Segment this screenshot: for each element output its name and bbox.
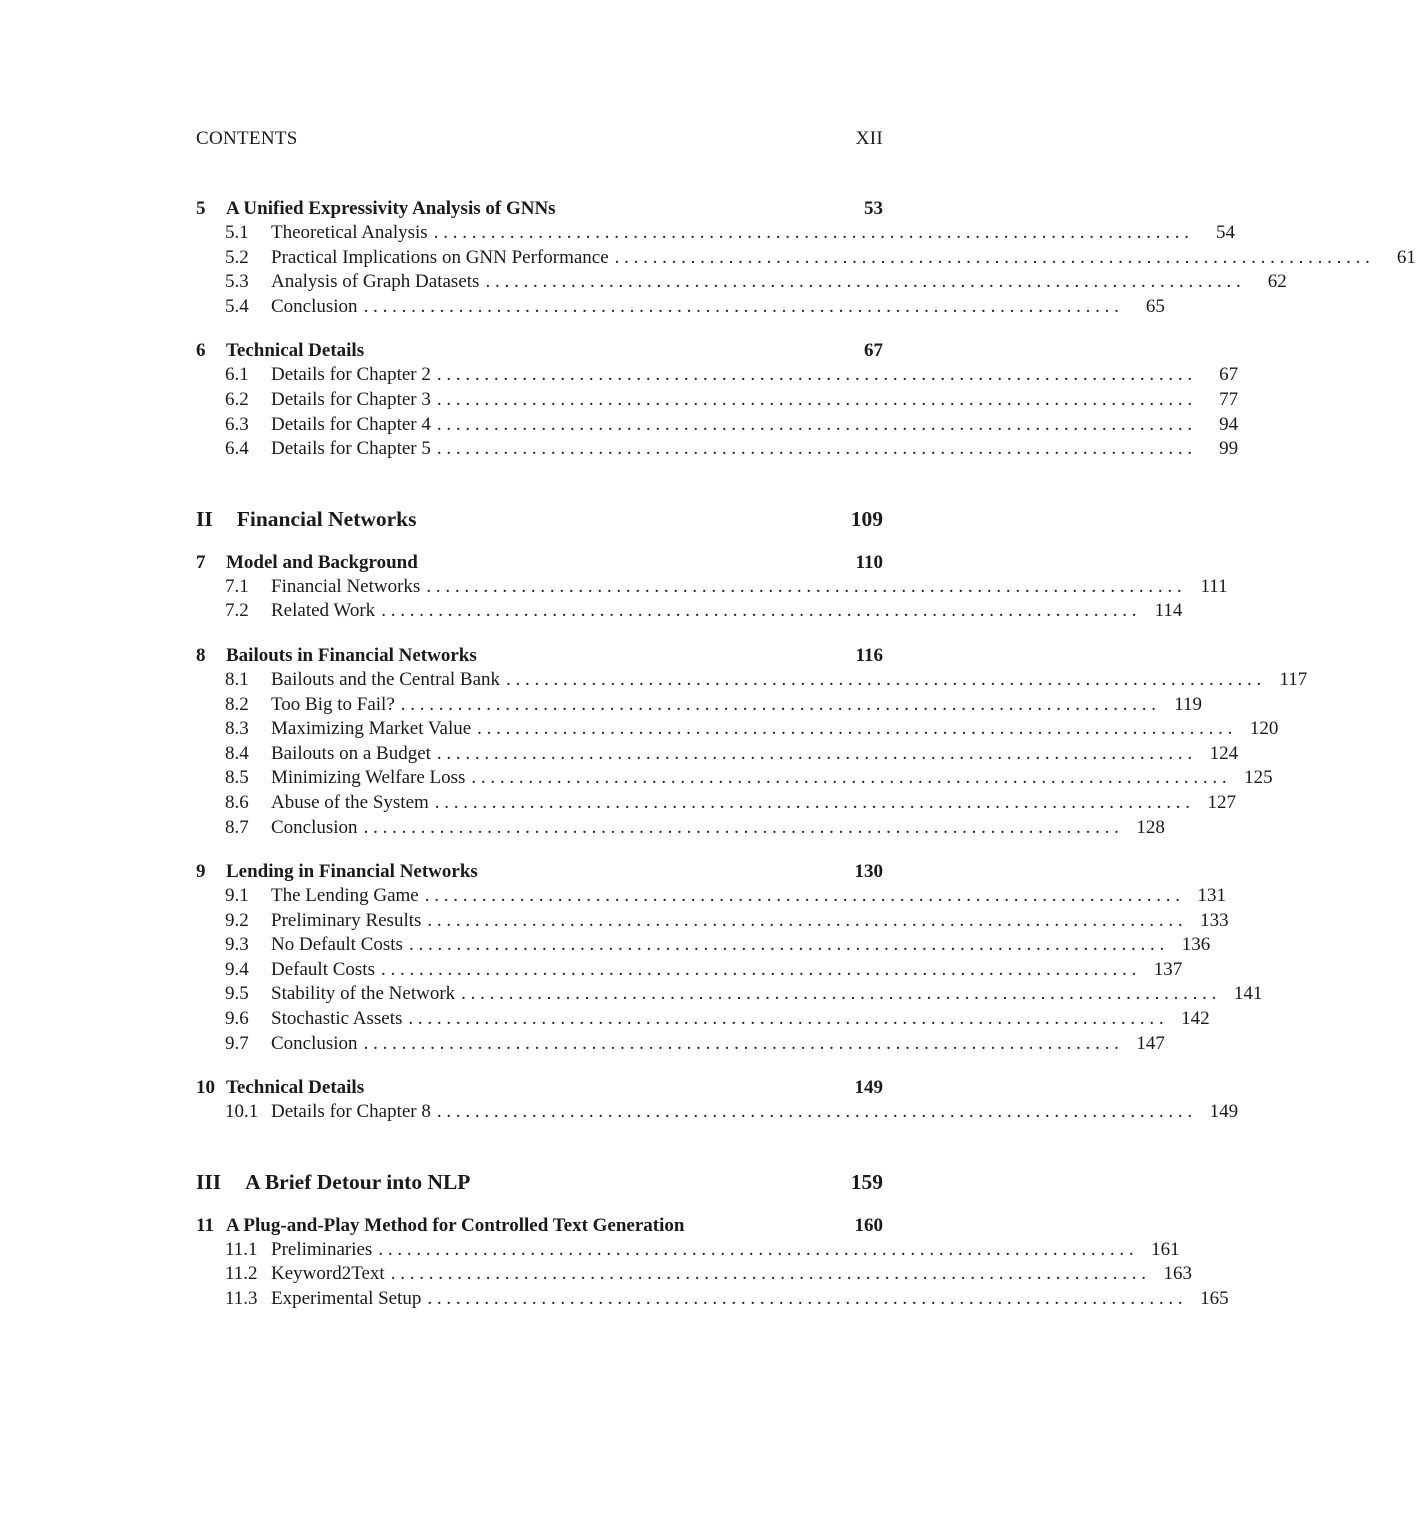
section-page-number: 120 bbox=[1249, 718, 1279, 740]
section-number: 8.4 bbox=[225, 742, 249, 764]
chapter-title: Lending in Financial Networks bbox=[226, 861, 478, 883]
dot-leader: . . . . . . . . . . . . . . . . . . . . . . . . . . . . . . . . . . . . . . . . . . . . . . . . . . . . . . . . . . . . . . . . . . . . . . . . . . . . . . . . bbox=[363, 1032, 1119, 1054]
section-number: 9.1 bbox=[225, 885, 249, 907]
section-title: The Lending Game bbox=[271, 885, 419, 907]
chapter-spacer bbox=[196, 319, 883, 338]
chapter-page-number: 67 bbox=[864, 340, 883, 362]
section-entry[interactable] bbox=[196, 1032, 1165, 1057]
section-entry[interactable] bbox=[196, 693, 1203, 718]
section-title: Details for Chapter 2 bbox=[271, 364, 431, 386]
dot-leader: . . . . . . . . . . . . . . . . . . . . . . . . . . . . . . . . . . . . . . . . . . . . . . . . . . . . . . . . . . . . . . . . . . . . . . . . . . . . . . . . bbox=[426, 575, 1182, 597]
section-page-number: 119 bbox=[1174, 693, 1203, 715]
chapter-number: 9 bbox=[196, 861, 206, 883]
section-entry[interactable] bbox=[196, 1007, 1210, 1032]
section-title: Conclusion bbox=[271, 1032, 358, 1054]
section-number: 6.1 bbox=[225, 364, 249, 386]
section-number: 10.1 bbox=[225, 1101, 259, 1123]
section-number: 11.3 bbox=[225, 1288, 258, 1310]
dot-leader: . . . . . . . . . . . . . . . . . . . . . . . . . . . . . . . . . . . . . . . . . . . . . . . . . . . . . . . . . . . . . . . . . . . . . . . . . . . . . . . . bbox=[390, 1263, 1146, 1285]
section-number: 6.2 bbox=[225, 388, 249, 410]
dot-leader: . . . . . . . . . . . . . . . . . . . . . . . . . . . . . . . . . . . . . . . . . . . . . . . . . . . . . . . . . . . . . . . . . . . . . . . . . . . . . . . . bbox=[477, 718, 1233, 740]
section-page-number: 137 bbox=[1153, 958, 1183, 980]
section-number: 9.7 bbox=[225, 1032, 249, 1054]
section-entry[interactable] bbox=[196, 1100, 1239, 1125]
section-page-number: 142 bbox=[1181, 1008, 1210, 1030]
section-number: 9.2 bbox=[225, 909, 249, 931]
chapter-heading[interactable] bbox=[196, 643, 883, 668]
section-page-number: 128 bbox=[1136, 816, 1165, 838]
section-entry[interactable] bbox=[196, 791, 1237, 816]
section-page-number: 147 bbox=[1136, 1032, 1165, 1054]
chapter-page-number: 110 bbox=[855, 551, 883, 573]
running-head-page-number: XII bbox=[855, 128, 883, 149]
dot-leader: . . . . . . . . . . . . . . . . . . . . . . . . . . . . . . . . . . . . . . . . . . . . . . . . . . . . . . . . . . . . . . . . . . . . . . . . . . . . . . . . bbox=[436, 413, 1193, 435]
chapter-heading[interactable] bbox=[196, 1075, 883, 1100]
section-page-number: 141 bbox=[1233, 983, 1263, 1005]
section-number: 8.2 bbox=[225, 693, 249, 715]
section-page-number: 125 bbox=[1244, 767, 1273, 789]
part-heading[interactable] bbox=[196, 1168, 883, 1196]
section-number: 8.1 bbox=[225, 668, 249, 690]
dot-leader: . . . . . . . . . . . . . . . . . . . . . . . . . . . . . . . . . . . . . . . . . . . . . . . . . . . . . . . . . . . . . . . . . . . . . . . . . . . . . . . . bbox=[436, 388, 1193, 410]
section-title: No Default Costs bbox=[271, 934, 403, 956]
section-title: Details for Chapter 5 bbox=[271, 438, 431, 460]
chapter-title: A Plug-and-Play Method for Controlled Text Generation bbox=[226, 1214, 685, 1236]
dot-leader: . . . . . . . . . . . . . . . . . . . . . . . . . . . . . . . . . . . . . . . . . . . . . . . . . . . . . . . . . . . . . . . . . . . . . . . . . . . . . . . . bbox=[424, 885, 1180, 907]
chapter-page-number: 149 bbox=[854, 1077, 883, 1099]
section-page-number: 127 bbox=[1207, 791, 1237, 813]
dot-leader: . . . . . . . . . . . . . . . . . . . . . . . . . . . . . . . . . . . . . . . . . . . . . . . . . . . . . . . . . . . . . . . . . . . . . . . . . . . . . . . . bbox=[614, 246, 1370, 268]
section-entry[interactable] bbox=[196, 668, 1308, 693]
chapter-page-number: 130 bbox=[854, 861, 883, 883]
part-page-number: 159 bbox=[850, 1169, 883, 1194]
section-page-number: 77 bbox=[1219, 388, 1239, 410]
part-spacer bbox=[196, 462, 883, 505]
part-number: III bbox=[196, 1169, 222, 1194]
section-page-number: 94 bbox=[1219, 413, 1239, 435]
section-entry[interactable] bbox=[196, 363, 1239, 388]
chapter-number: 11 bbox=[196, 1214, 214, 1236]
chapter-title: Model and Background bbox=[226, 551, 418, 573]
dot-leader: . . . . . . . . . . . . . . . . . . . . . . . . . . . . . . . . . . . . . . . . . . . . . . . . . . . . . . . . . . . . . . . . . . . . . . . . . . . . . . . . bbox=[378, 1238, 1134, 1260]
chapter-number: 5 bbox=[196, 198, 206, 219]
chapter-heading[interactable] bbox=[196, 196, 883, 221]
dot-leader: . . . . . . . . . . . . . . . . . . . . . . . . . . . . . . . . . . . . . . . . . . . . . . . . . . . . . . . . . . . . . . . . . . . . . . . . . . . . . . . . bbox=[436, 364, 1193, 386]
section-number: 8.5 bbox=[225, 767, 249, 789]
section-title: Conclusion bbox=[271, 295, 358, 317]
section-title: Bailouts and the Central Bank bbox=[271, 668, 501, 690]
chapter-title: A Unified Expressivity Analysis of GNNs bbox=[226, 198, 556, 219]
section-page-number: 67 bbox=[1219, 364, 1239, 386]
section-entry[interactable] bbox=[196, 909, 1229, 934]
section-entry[interactable] bbox=[196, 437, 1239, 462]
section-page-number: 114 bbox=[1154, 600, 1183, 622]
section-entry[interactable] bbox=[196, 958, 1183, 983]
dot-leader: . . . . . . . . . . . . . . . . . . . . . . . . . . . . . . . . . . . . . . . . . . . . . . . . . . . . . . . . . . . . . . . . . . . . . . . . . . . . . . . . bbox=[408, 934, 1165, 956]
section-title: Stochastic Assets bbox=[271, 1008, 403, 1030]
dot-leader: . . . . . . . . . . . . . . . . . . . . . . . . . . . . . . . . . . . . . . . . . . . . . . . . . . . . . . . . . . . . . . . . . . . . . . . . . . . . . . . . bbox=[433, 222, 1189, 243]
section-page-number: 136 bbox=[1181, 934, 1211, 956]
running-head-title: CONTENTS bbox=[196, 128, 298, 149]
dot-leader: . . . . . . . . . . . . . . . . . . . . . . . . . . . . . . . . . . . . . . . . . . . . . . . . . . . . . . . . . . . . . . . . . . . . . . . . . . . . . . . . bbox=[408, 1008, 1164, 1030]
section-page-number: 149 bbox=[1209, 1101, 1239, 1123]
section-title: Experimental Setup bbox=[271, 1288, 422, 1310]
dot-leader: . . . . . . . . . . . . . . . . . . . . . . . . . . . . . . . . . . . . . . . . . . . . . . . . . . . . . . . . . . . . . . . . . . . . . . . . . . . . . . . . bbox=[471, 767, 1227, 789]
section-title: Analysis of Graph Datasets bbox=[271, 271, 480, 293]
dot-leader: . . . . . . . . . . . . . . . . . . . . . . . . . . . . . . . . . . . . . . . . . . . . . . . . . . . . . . . . . . . . . . . . . . . . . . . . . . . . . . . . bbox=[436, 438, 1193, 460]
section-number: 6.3 bbox=[225, 413, 249, 435]
section-title: Minimizing Welfare Loss bbox=[271, 767, 466, 789]
section-entry[interactable] bbox=[196, 766, 1273, 791]
dot-leader: . . . . . . . . . . . . . . . . . . . . . . . . . . . . . . . . . . . . . . . . . . . . . . . . . . . . . . . . . . . . . . . . . . . . . . . . . . . . . . . . bbox=[400, 693, 1157, 715]
section-title: Preliminary Results bbox=[271, 909, 422, 931]
chapter-page-number: 53 bbox=[864, 198, 883, 219]
section-number: 11.2 bbox=[225, 1263, 258, 1285]
dot-leader: . . . . . . . . . . . . . . . . . . . . . . . . . . . . . . . . . . . . . . . . . . . . . . . . . . . . . . . . . . . . . . . . . . . . . . . . . . . . . . . . bbox=[363, 295, 1119, 317]
chapter-number: 8 bbox=[196, 644, 206, 666]
section-entry[interactable] bbox=[196, 270, 1287, 295]
dot-leader: . . . . . . . . . . . . . . . . . . . . . . . . . . . . . . . . . . . . . . . . . . . . . . . . . . . . . . . . . . . . . . . . . . . . . . . . . . . . . . . . bbox=[381, 600, 1137, 622]
section-entry[interactable] bbox=[196, 933, 1211, 958]
chapter-heading[interactable] bbox=[196, 550, 883, 575]
section-number: 5.3 bbox=[225, 271, 249, 293]
section-number: 8.7 bbox=[225, 816, 249, 838]
part-page-number: 109 bbox=[850, 506, 883, 531]
section-number: 9.6 bbox=[225, 1008, 249, 1030]
section-number: 9.4 bbox=[225, 958, 249, 980]
section-page-number: 117 bbox=[1279, 668, 1308, 690]
section-entry[interactable] bbox=[196, 221, 1235, 246]
chapter-spacer bbox=[196, 1056, 883, 1075]
table-of-contents bbox=[196, 196, 1416, 1312]
section-title: Too Big to Fail? bbox=[271, 693, 395, 715]
section-entry[interactable] bbox=[196, 413, 1239, 438]
part-spacer bbox=[196, 1196, 883, 1213]
section-number: 5.2 bbox=[225, 246, 249, 268]
section-page-number: 65 bbox=[1145, 295, 1165, 317]
section-page-number: 54 bbox=[1215, 222, 1235, 243]
section-page-number: 161 bbox=[1151, 1238, 1180, 1260]
section-page-number: 133 bbox=[1200, 909, 1229, 931]
dot-leader: . . . . . . . . . . . . . . . . . . . . . . . . . . . . . . . . . . . . . . . . . . . . . . . . . . . . . . . . . . . . . . . . . . . . . . . . . . . . . . . . bbox=[485, 271, 1241, 293]
section-title: Related Work bbox=[271, 600, 376, 622]
section-entry[interactable] bbox=[196, 295, 1165, 320]
section-page-number: 163 bbox=[1163, 1263, 1192, 1285]
section-title: Details for Chapter 4 bbox=[271, 413, 431, 435]
dot-leader: . . . . . . . . . . . . . . . . . . . . . . . . . . . . . . . . . . . . . . . . . . . . . . . . . . . . . . . . . . . . . . . . . . . . . . . . . . . . . . . . bbox=[436, 1101, 1193, 1123]
section-page-number: 124 bbox=[1209, 742, 1239, 764]
section-entry[interactable] bbox=[196, 575, 1228, 600]
section-number: 7.1 bbox=[225, 575, 249, 597]
chapter-title: Technical Details bbox=[226, 1077, 365, 1099]
chapter-title: Technical Details bbox=[226, 340, 365, 362]
section-title: Financial Networks bbox=[271, 575, 421, 597]
chapter-page-number: 116 bbox=[855, 644, 883, 666]
section-title: Maximizing Market Value bbox=[271, 718, 472, 740]
chapter-page-number: 160 bbox=[854, 1214, 883, 1236]
part-number: II bbox=[196, 506, 213, 531]
section-entry[interactable] bbox=[196, 742, 1239, 767]
section-page-number: 99 bbox=[1219, 438, 1239, 460]
chapter-number: 10 bbox=[196, 1077, 215, 1099]
section-number: 8.6 bbox=[225, 791, 249, 813]
section-entry[interactable] bbox=[196, 816, 1165, 841]
dot-leader: . . . . . . . . . . . . . . . . . . . . . . . . . . . . . . . . . . . . . . . . . . . . . . . . . . . . . . . . . . . . . . . . . . . . . . . . . . . . . . . . bbox=[506, 668, 1262, 690]
dot-leader: . . . . . . . . . . . . . . . . . . . . . . . . . . . . . . . . . . . . . . . . . . . . . . . . . . . . . . . . . . . . . . . . . . . . . . . . . . . . . . . . bbox=[427, 909, 1183, 931]
section-number: 11.1 bbox=[225, 1238, 258, 1260]
section-number: 9.5 bbox=[225, 983, 249, 1005]
chapter-title: Bailouts in Financial Networks bbox=[226, 644, 477, 666]
section-entry[interactable] bbox=[196, 246, 1416, 271]
dot-leader: . . . . . . . . . . . . . . . . . . . . . . . . . . . . . . . . . . . . . . . . . . . . . . . . . . . . . . . . . . . . . . . . . . . . . . . . . . . . . . . . bbox=[363, 816, 1119, 838]
dot-leader: . . . . . . . . . . . . . . . . . . . . . . . . . . . . . . . . . . . . . . . . . . . . . . . . . . . . . . . . . . . . . . . . . . . . . . . . . . . . . . . . bbox=[380, 958, 1137, 980]
section-entry[interactable] bbox=[196, 717, 1279, 742]
part-title: Financial Networks bbox=[236, 506, 417, 531]
dot-leader: . . . . . . . . . . . . . . . . . . . . . . . . . . . . . . . . . . . . . . . . . . . . . . . . . . . . . . . . . . . . . . . . . . . . . . . . . . . . . . . . bbox=[436, 742, 1193, 764]
section-title: Default Costs bbox=[271, 958, 375, 980]
section-title: Bailouts on a Budget bbox=[271, 742, 431, 764]
section-entry[interactable] bbox=[196, 599, 1183, 624]
part-spacer bbox=[196, 1125, 883, 1168]
chapter-heading[interactable] bbox=[196, 1213, 883, 1238]
section-number: 5.4 bbox=[225, 295, 249, 317]
section-entry[interactable] bbox=[196, 884, 1226, 909]
section-page-number: 131 bbox=[1197, 885, 1226, 907]
section-title: Details for Chapter 3 bbox=[271, 388, 431, 410]
section-title: Conclusion bbox=[271, 816, 358, 838]
section-title: Stability of the Network bbox=[271, 983, 456, 1005]
section-entry[interactable] bbox=[196, 1287, 1229, 1312]
dot-leader: . . . . . . . . . . . . . . . . . . . . . . . . . . . . . . . . . . . . . . . . . . . . . . . . . . . . . . . . . . . . . . . . . . . . . . . . . . . . . . . . bbox=[427, 1288, 1183, 1310]
part-title: A Brief Detour into NLP bbox=[245, 1169, 471, 1194]
chapter-spacer bbox=[196, 624, 883, 643]
dot-leader: . . . . . . . . . . . . . . . . . . . . . . . . . . . . . . . . . . . . . . . . . . . . . . . . . . . . . . . . . . . . . . . . . . . . . . . . . . . . . . . . bbox=[434, 791, 1191, 813]
section-page-number: 62 bbox=[1267, 271, 1287, 293]
chapter-heading[interactable] bbox=[196, 338, 883, 363]
dot-leader: . . . . . . . . . . . . . . . . . . . . . . . . . . . . . . . . . . . . . . . . . . . . . . . . . . . . . . . . . . . . . . . . . . . . . . . . . . . . . . . . bbox=[461, 983, 1217, 1005]
chapter-heading[interactable] bbox=[196, 859, 883, 884]
section-title: Abuse of the System bbox=[271, 791, 429, 813]
running-head bbox=[196, 128, 883, 150]
section-page-number: 111 bbox=[1200, 575, 1228, 597]
section-title: Practical Implications on GNN Performance bbox=[271, 246, 609, 268]
chapter-number: 6 bbox=[196, 340, 206, 362]
section-entry[interactable] bbox=[196, 1262, 1192, 1287]
section-number: 6.4 bbox=[225, 438, 249, 460]
section-entry[interactable] bbox=[196, 388, 1239, 413]
section-title: Keyword2Text bbox=[271, 1263, 385, 1285]
section-page-number: 165 bbox=[1200, 1288, 1229, 1310]
section-entry[interactable] bbox=[196, 1238, 1180, 1263]
section-page-number: 61 bbox=[1396, 246, 1416, 268]
section-entry[interactable] bbox=[196, 982, 1263, 1007]
section-title: Theoretical Analysis bbox=[271, 222, 428, 243]
section-number: 8.3 bbox=[225, 718, 249, 740]
part-spacer bbox=[196, 533, 883, 550]
section-title: Preliminaries bbox=[271, 1238, 373, 1260]
section-number: 5.1 bbox=[225, 222, 249, 243]
section-number: 9.3 bbox=[225, 934, 249, 956]
section-title: Details for Chapter 8 bbox=[271, 1101, 431, 1123]
chapter-spacer bbox=[196, 840, 883, 859]
section-number: 7.2 bbox=[225, 600, 249, 622]
chapter-number: 7 bbox=[196, 551, 206, 573]
part-heading[interactable] bbox=[196, 505, 883, 533]
